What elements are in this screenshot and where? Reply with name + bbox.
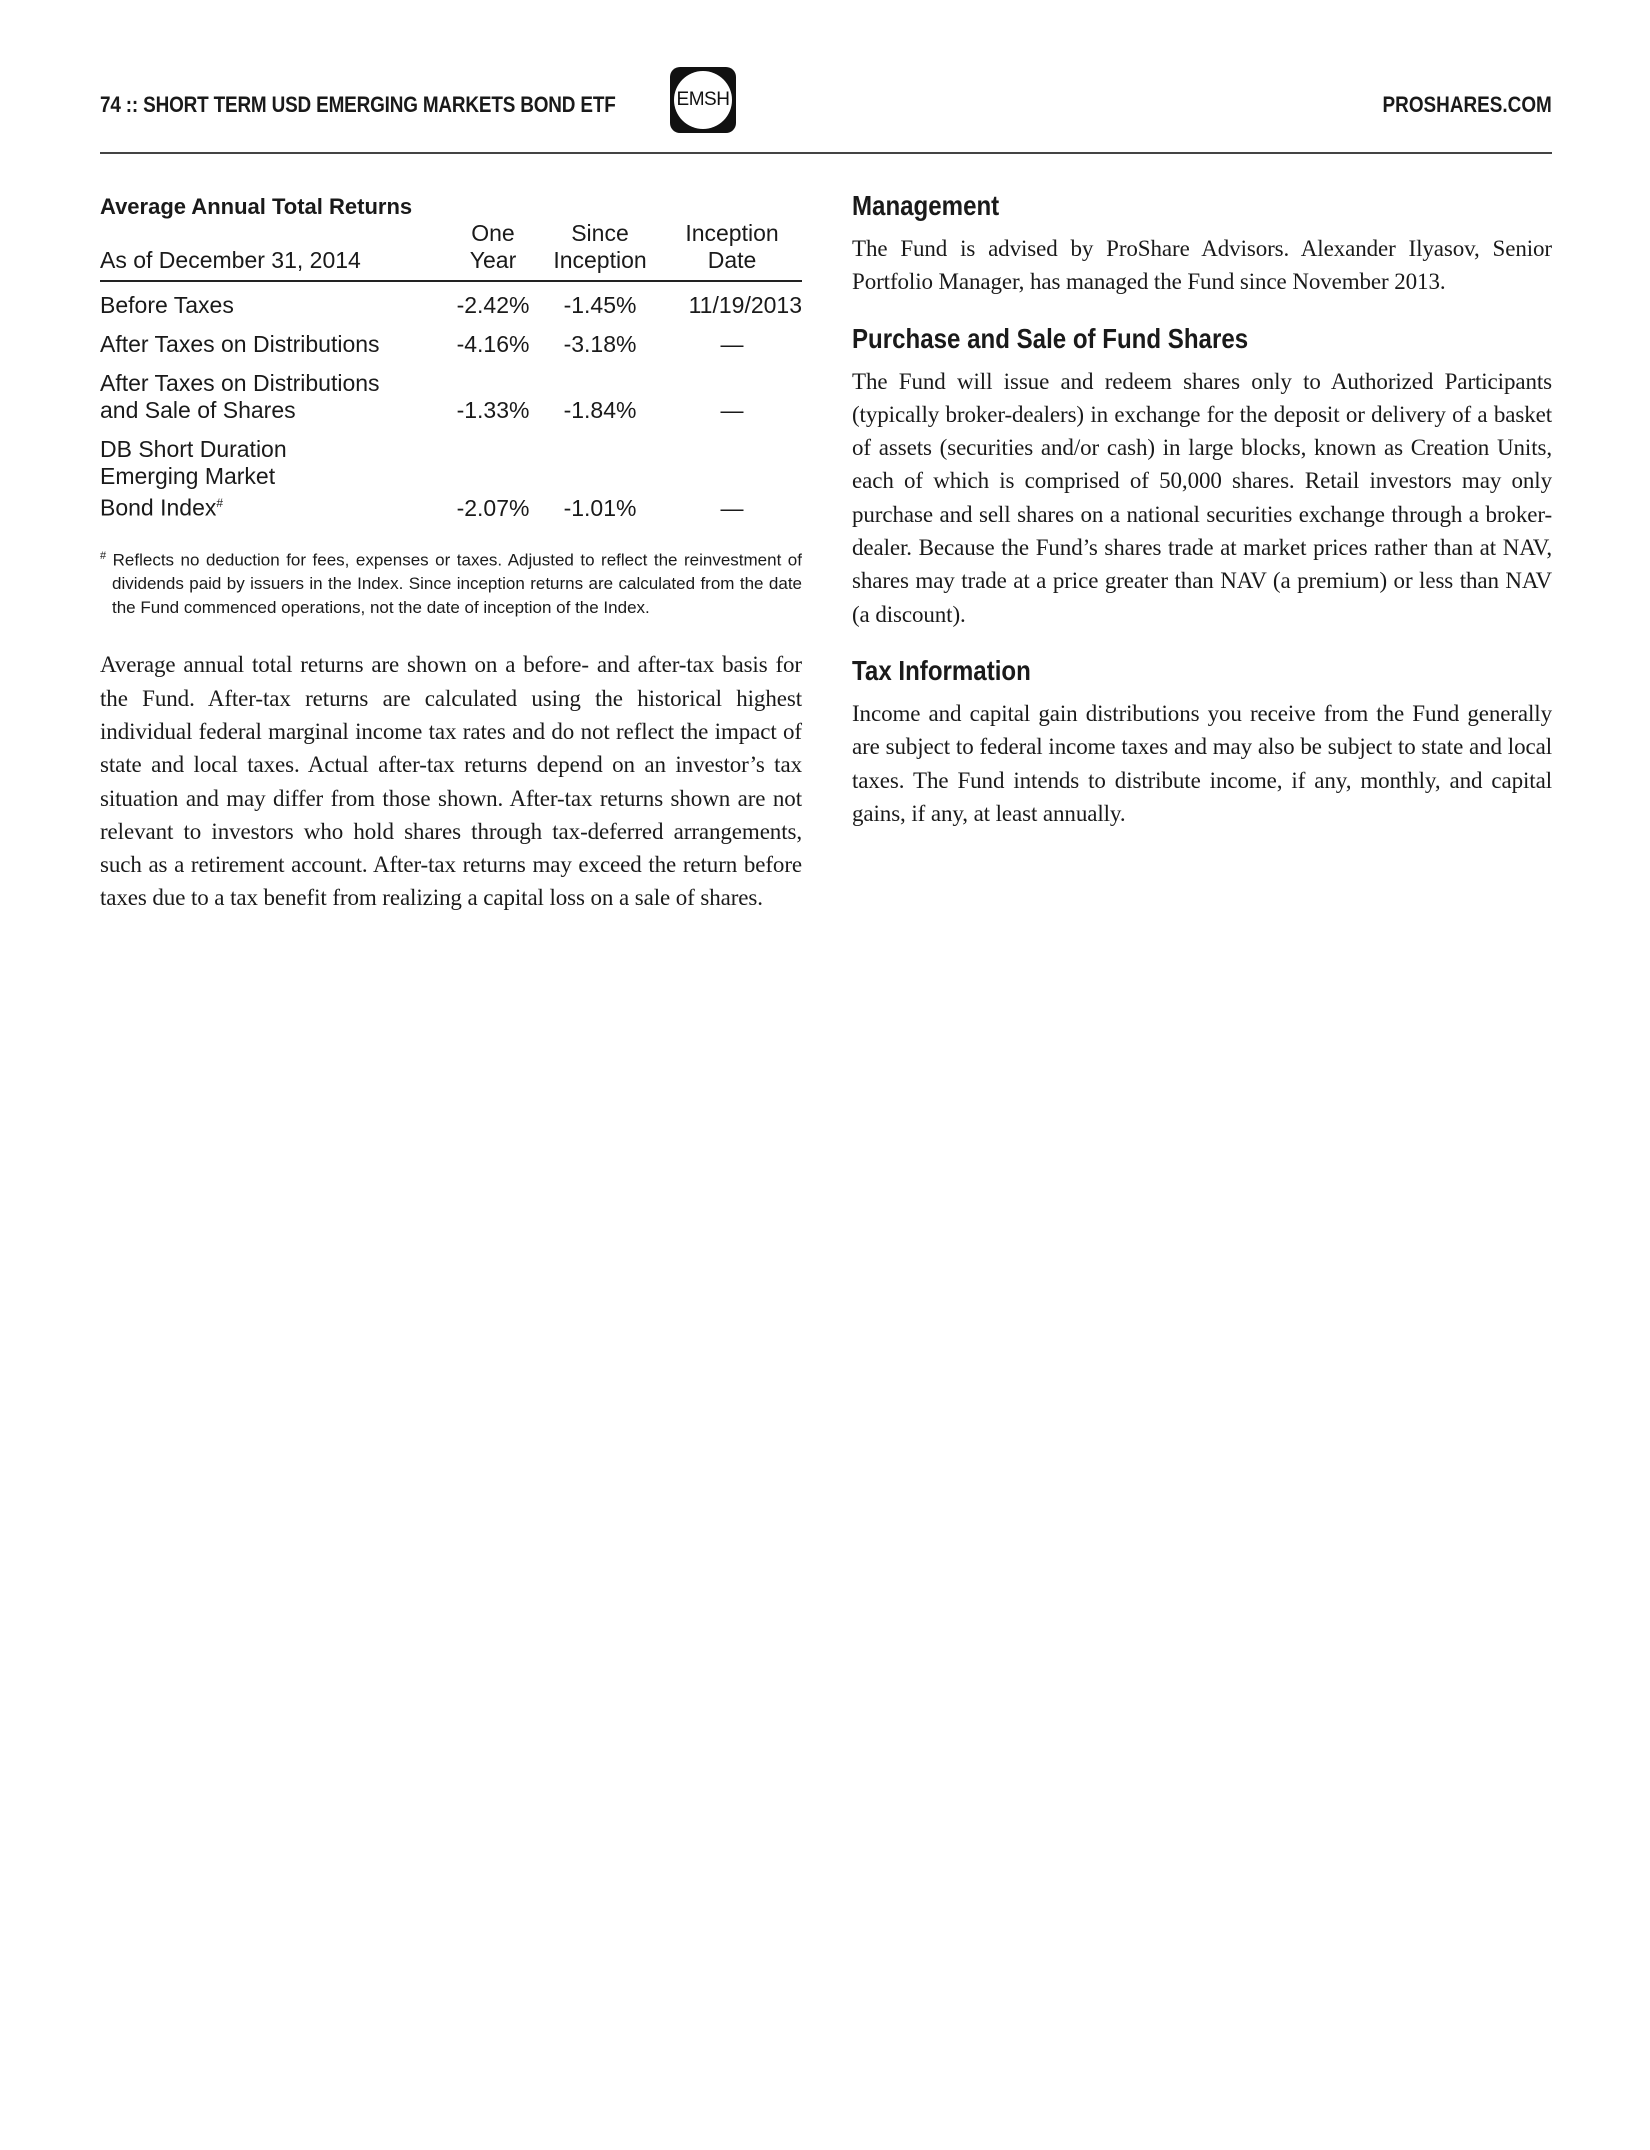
since-inception-value: -1.84% [563,397,637,423]
table-row [100,358,802,424]
returns-table-title: Average Annual Total Returns [100,194,413,219]
since-inception-value: -1.01% [563,494,637,521]
returns-table-header [100,220,802,281]
since-inception-value: -3.18% [563,331,637,357]
footnote-marker: # [216,496,224,510]
one-year-header: One Year [448,220,538,281]
table-row [100,424,802,522]
running-head [100,92,616,118]
management-section [852,190,1552,299]
page-number: 74 [100,92,121,117]
table-row [100,281,802,319]
one-year-value: -4.16% [456,331,530,357]
header-divider [100,152,1552,154]
row-label: Before Taxes [100,292,234,318]
table-row [100,319,802,358]
fund-title: SHORT TERM USD EMERGING MARKETS BOND ETF [143,92,616,117]
running-head-separator: :: [125,92,139,117]
right-column [852,190,1552,854]
one-year-value: -2.07% [456,494,530,521]
ticker-label: EMSH [676,89,730,110]
website-label: PROSHARES.COM [1382,92,1552,117]
purchase-sale-section [852,323,1552,631]
page-header [100,66,1552,146]
as-of-header: As of December 31, 2014 [100,220,448,281]
inception-date-value: — [720,494,744,521]
one-year-value: -1.33% [456,397,530,423]
purchase-sale-heading: Purchase and Sale of Fund Shares [852,322,1249,354]
inception-date-value: — [720,397,744,423]
row-label: After Taxes on Distributions [100,331,380,357]
footnote-mark: # [100,549,107,562]
after-tax-explanation: Average annual total returns are shown on a before- and after-tax basis for the Fund. After-tax returns are calculated using the historical highest individual federal marginal income tax rates and do not reflect the impact of state and local taxes. Actual after-tax returns depend on an investor’s tax situation and may differ from those shown. After-tax returns shown are not relevant to investors who hold shares through tax-deferred arrangements, such as a retirement account. After-tax returns may exceed the return before taxes due to a tax benefit from realizing a capital loss on a sale of shares. [100,652,802,911]
tax-heading: Tax Information [852,654,1031,686]
row-label: DB Short Duration Emerging Market Bond Index# [100,436,287,521]
since-inception-header: Since Inception [538,220,662,281]
management-heading: Management [852,190,1000,221]
inception-date-header: Inception Date [662,220,802,281]
ticker-badge-circle [674,71,732,129]
one-year-value: -2.42% [456,292,530,318]
returns-table [100,220,802,522]
inception-date-value: 11/19/2013 [688,292,802,318]
returns-footnote [100,544,802,621]
inception-date-value: — [720,331,744,357]
tax-section [852,655,1552,830]
purchase-sale-text: The Fund will issue and redeem shares only to Authorized Participants (typically broker-dealers) in exchange for the deposit or delivery of a basket of assets (securities and/or cash) in large blocks, known as Creation Units, each of which is comprised of 50,000 shares. Retail investors may only purchase and sell shares on a national securities exchange through a broker-dealer. Because the Fund’s shares trade at market prices rather than at NAV, shares may trade at a price greater than NAV (a premium) or less than NAV (a discount). [852,368,1552,627]
footnote-text: Reflects no deduction for fees, expenses or taxes. Adjusted to reflect the reinvestment of dividends paid by issuers in the Index. Since inception returns are calculated from the date the Fund commenced operations, not the date of inception of the Index. [112,550,802,618]
row-label: After Taxes on Distributions and Sale of Shares [100,370,380,423]
tax-text: Income and capital gain distributions you receive from the Fund generally are subject to federal income taxes and may also be subject to state and local taxes. The Fund intends to distribute income, if any, monthly, and capital gains, if any, at least annually. [852,700,1552,826]
since-inception-value: -1.45% [563,292,637,318]
left-column [100,190,802,915]
ticker-badge [670,67,736,133]
management-text: The Fund is advised by ProShare Advisors. Alexander Ilyasov, Senior Portfolio Manager, has managed the Fund since November 2013. [852,236,1552,295]
